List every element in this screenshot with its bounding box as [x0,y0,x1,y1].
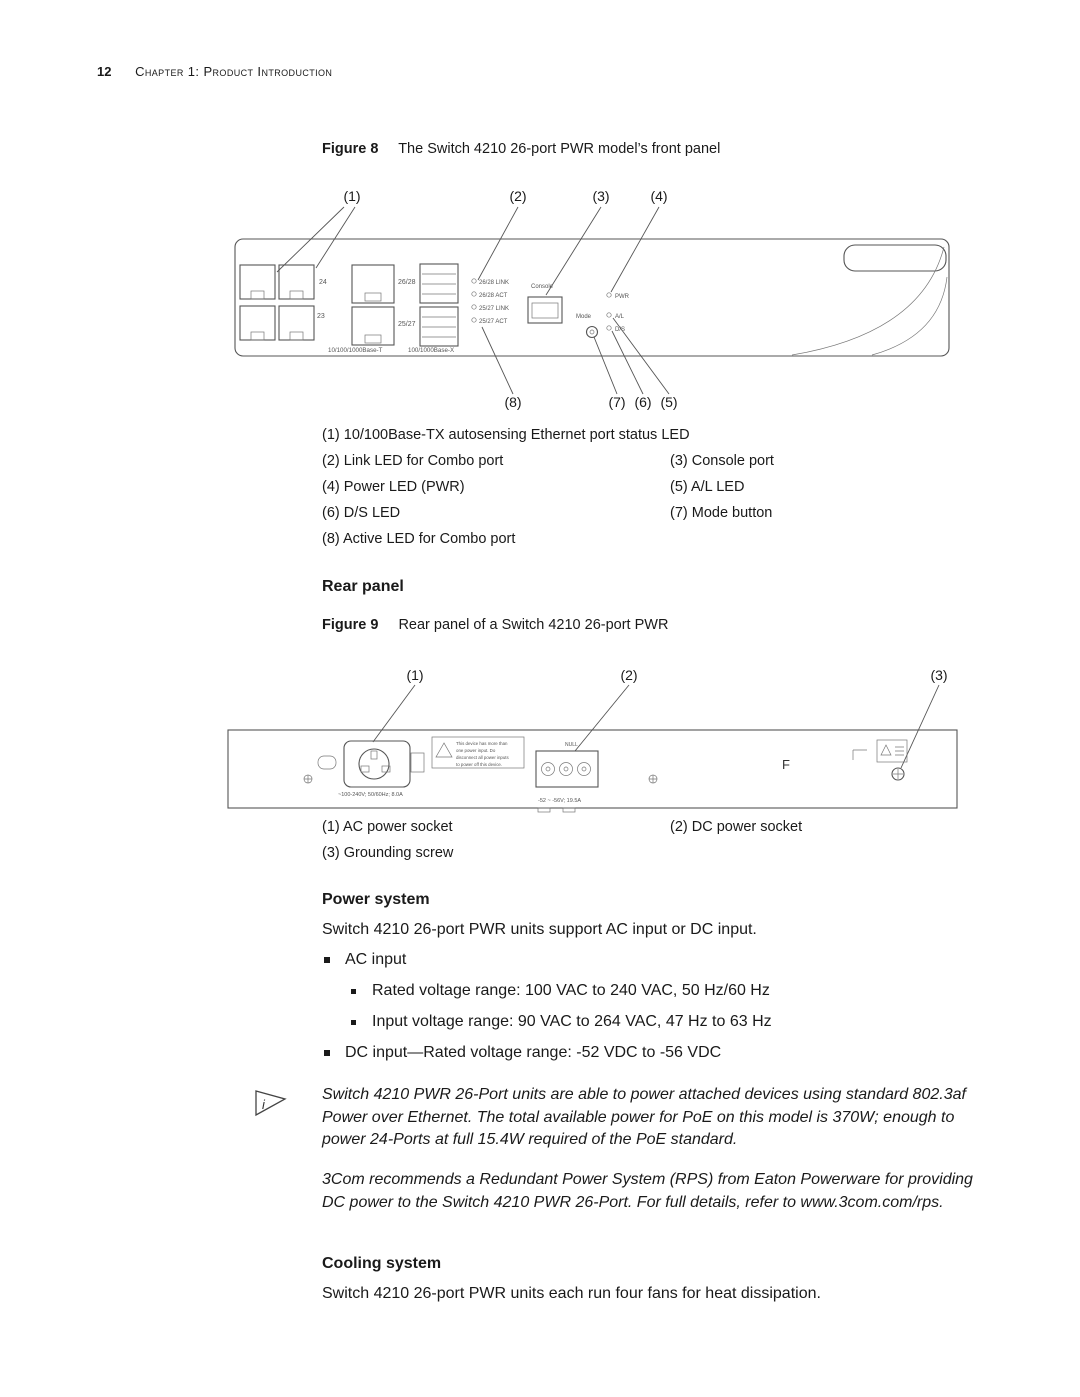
rj45-port [279,265,314,299]
rear-panel-drawing [225,652,960,817]
dc-rating-label: -52 ~ -56V; 19.5A [538,798,582,804]
callout-1-leader-b [316,207,355,268]
port-2628-label: 26/28 [398,279,416,286]
callout-8-leader [482,327,513,394]
pwr-led [607,293,611,297]
cooling-system-text: Switch 4210 26-port PWR units each run four fans for heat dissipation. [322,1285,821,1302]
chapter-title: Chapter 1: Product Introduction [135,64,333,79]
page-number: 12 [97,64,112,79]
svg-text:i: i [262,1097,265,1112]
port-23-label: 23 [317,313,325,320]
combo-port-block [352,265,394,345]
legend-item: (3) Grounding screw [322,845,454,861]
mode-button [587,327,598,338]
chassis-outline [235,239,949,356]
port-2527-label: 25/27 [398,321,416,328]
sfp-slot-block [420,264,458,346]
legend-item: (1) AC power socket [322,819,453,835]
bullet-square-icon [351,989,356,994]
ac-power-socket [344,741,424,787]
front-panel-drawing [232,185,967,415]
rear-callout-2: (2) [620,667,638,683]
warning-sticker [877,740,907,762]
warning-label [432,737,524,768]
figure9-caption-text: Rear panel of a Switch 4210 26-port PWR [398,617,669,633]
info-note-icon [253,1086,289,1120]
note-paragraph-rps: 3Com recommends a Redundant Power System (RPS) from Eaton Powerware for providing DC power to the Switch 4210 PWR 26-Port. For full details, refer to www.3com.com/rps. [322,1171,973,1211]
dc-null-label: NULL [565,742,578,748]
al-led-label: A/L [615,314,625,320]
sub-bullet-rated-voltage-text: Rated voltage range: 100 VAC to 240 VAC, 50 Hz/60 Hz [372,982,770,999]
rear-callout-3: (3) [930,667,948,683]
bullet-square-icon [351,1020,356,1025]
callout-1: (1) [343,188,361,204]
legend-item: (1) 10/100Base-TX autosensing Ethernet port status LED [322,427,690,443]
sub-bullet-input-voltage-text: Input voltage range: 90 VAC to 264 VAC, 47 Hz to 63 Hz [372,1013,772,1030]
power-system-intro: Switch 4210 26-port PWR units support AC input or DC input. [322,921,757,938]
rj45-port [240,265,275,299]
ds-led [607,326,611,330]
cooling-system-heading: Cooling system [322,1255,442,1272]
svg-text:disconnect all power inputs: disconnect all power inputs [456,755,509,760]
led-2527-act-label: 25/27 ACT [479,319,508,325]
svg-text:one power input. Do: one power input. Do [456,748,496,753]
port-24-label: 24 [319,279,327,286]
led-2628-act-label: 26/28 ACT [479,293,508,299]
warning-triangle-icon [436,743,452,757]
bullet-square-icon [324,1050,330,1056]
console-port [528,297,562,323]
console-label: Console [531,284,554,290]
callout-5: (5) [660,394,678,410]
rear-panel-figure [225,652,960,817]
led-2527-link [472,305,476,309]
front-panel-figure [232,185,967,415]
oval-connector [318,756,336,769]
chassis-curve [792,247,944,355]
callout-6-leader [612,331,643,394]
led-2628-link-label: 26/28 LINK [479,280,510,286]
rear-callout-2-leader [575,685,629,751]
callout-2: (2) [509,188,527,204]
status-led-column [607,293,630,333]
combo-rj45-port [352,265,394,303]
base-t-label: 10/100/1000Base-T [328,347,383,354]
led-2628-act [472,292,476,296]
figure8-caption [322,141,720,157]
base-x-label: 100/1000Base-X [408,347,455,354]
bracket-mark [853,750,867,760]
legend-item: (2) DC power socket [670,819,803,835]
power-system-heading: Power system [322,891,430,908]
pwr-led-label: PWR [615,294,629,300]
grounding-screw [892,768,904,780]
bullet-ac-input-text: AC input [345,951,407,968]
rear-callout-1-leader [373,685,415,742]
ds-led-label: D/S [615,327,626,333]
led-2628-link [472,279,476,283]
callout-8: (8) [504,394,522,410]
led-2527-act [472,318,476,322]
sub-bullet-input-voltage [372,1013,772,1031]
callout-4-leader [611,207,659,292]
combo-rj45-port [352,307,394,345]
callout-2-leader [478,207,518,280]
screw-icon [304,775,312,783]
sfp-slot [420,264,458,303]
rear-panel-heading: Rear panel [322,578,404,595]
al-led [607,313,611,317]
legend-item: (8) Active LED for Combo port [322,531,516,547]
warning-triangle-icon [881,745,891,755]
callout-7: (7) [608,394,626,410]
sfp-slot [420,307,458,346]
legend-item: (6) D/S LED [322,505,401,521]
legend-item: (7) Mode button [670,505,773,521]
callout-3-leader [546,207,601,295]
ac-rating-label: ~100-240V; 50/60Hz; 8.0A [338,792,403,798]
legend-item: (4) Power LED (PWR) [322,479,465,495]
callout-7-leader [594,337,617,394]
mode-label: Mode [576,314,592,320]
figure8-caption-text: The Switch 4210 26-port PWR model’s front panel [398,141,721,157]
figure9-caption [322,617,668,633]
rj45-port [279,306,314,340]
sub-bullet-rated-voltage [372,982,770,1000]
callout-6: (6) [634,394,652,410]
dc-power-socket [536,751,598,787]
bullet-ac-input [345,951,406,969]
page-header [97,64,332,79]
combo-led-column [472,279,509,325]
svg-text:to power off this device.: to power off this device. [456,762,503,767]
bullet-square-icon [324,957,330,963]
screw-icon [649,775,657,783]
rear-callout-1: (1) [406,667,424,683]
bullet-dc-input-text: DC input—Rated voltage range: -52 VDC to -56 VDC [345,1044,722,1061]
legend-item: (2) Link LED for Combo port [322,453,504,469]
rj45-port [240,306,275,340]
ethernet-port-block [240,265,314,340]
f-marking: F [782,757,790,772]
note-paragraph-poe: Switch 4210 PWR 26-Port units are able to power attached devices using standard 802.3af Power over Ethernet. The total available power for PoE on this model is 370W; enough to power 24-Ports at full 15.4W required of the PoE standard. [322,1086,966,1148]
led-2527-link-label: 25/27 LINK [479,306,510,312]
figure8-label: Figure 8 [322,141,379,157]
bullet-dc-input [345,1044,721,1062]
chassis-vent [844,245,946,271]
callout-4: (4) [650,188,668,204]
figure9-label: Figure 9 [322,617,379,633]
svg-text:This device has more than: This device has more than [456,741,508,746]
chassis-curve-2 [872,277,947,355]
legend-item: (5) A/L LED [670,479,745,495]
legend-item: (3) Console port [670,453,774,469]
callout-3: (3) [592,188,610,204]
